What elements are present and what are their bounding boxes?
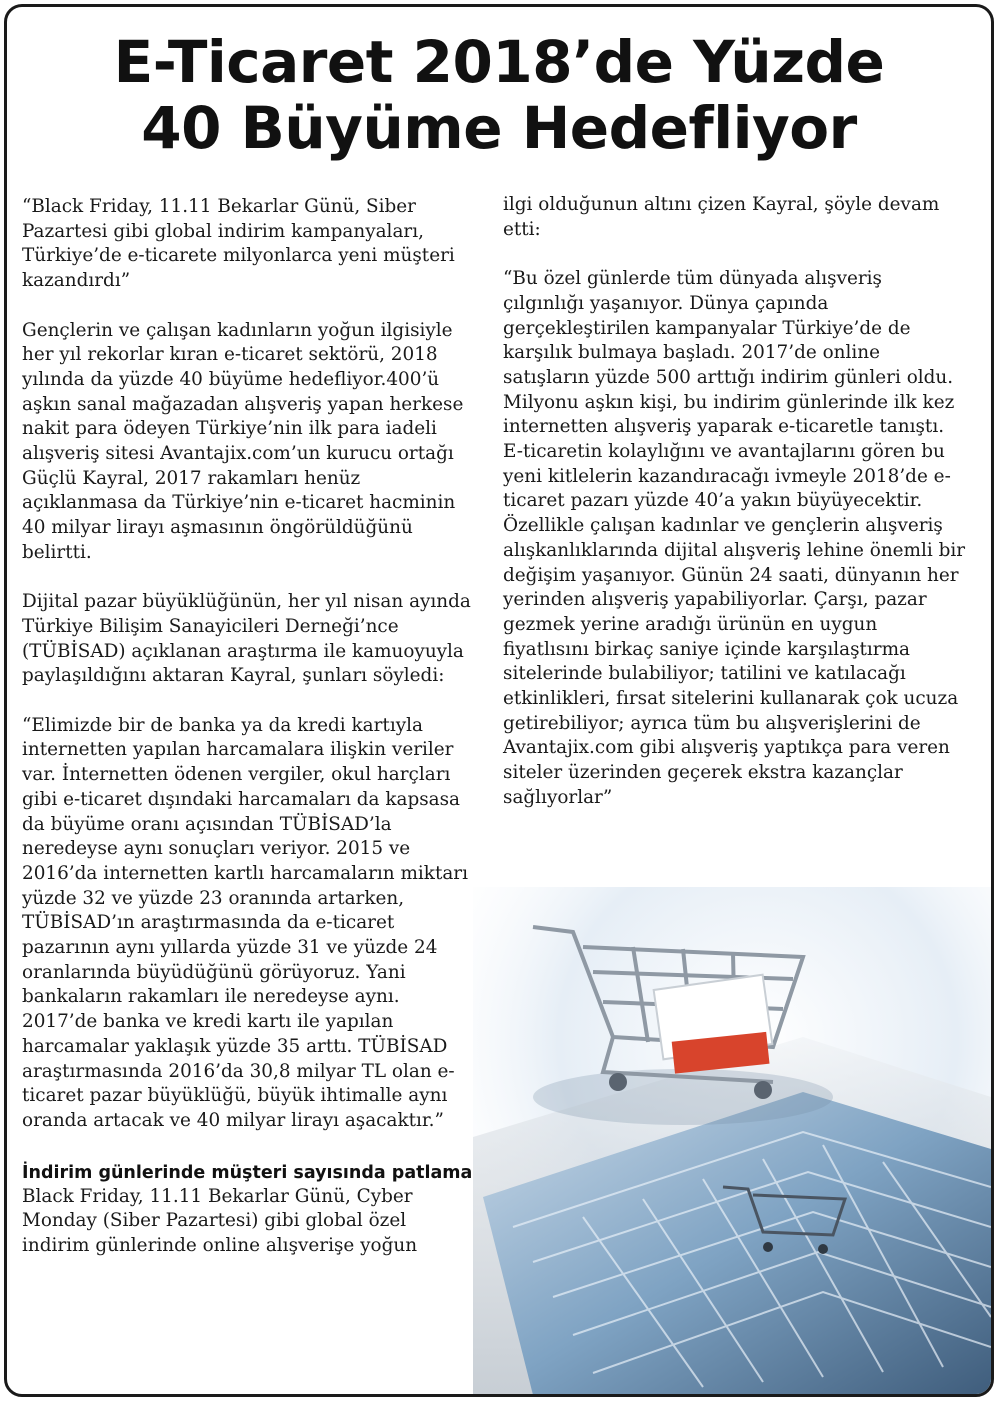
headline-line-1: E-Ticaret 2018’de Yüzde <box>113 28 885 96</box>
right-column <box>503 193 968 811</box>
quote-paragraph: “Elimizde bir de banka ya da kredi kartıyla internetten yapılan harcamalara ilişkin veriler var. İnternetten ödenen vergiler, okul harçları gibi e-ticaret dışındaki harcamaları da kapsasa da büyüme oranı açısından TÜBİSAD’la neredeyse aynı sonuçları veriyor. 2015 ve 2016’da internetten kartlı harcamaların miktarı yüzde 32 ve yüzde 23 oranında artarken, TÜBİSAD’ın araştırmasında da e-ticaret pazarının aynı yıllarda yüzde 31 ve yüzde 24 oranlarında büyüdüğünü görüyoruz. Yani bankaların rakamları ile neredeyse aynı. 2017’de banka ve kredi kartı ile yapılan harcamalar yaklaşık yüzde 35 arttı. TÜBİSAD araştırmasında 2016’da 30,8 milyar TL olan e-ticaret pazar büyüklüğü, büyük ihtimalle aynı oranda artacak ve 40 milyar lirayı aşacaktır.” <box>22 714 468 1131</box>
body-paragraph: ilgi olduğunun altını çizen Kayral, şöyle devam etti: <box>503 194 940 240</box>
quote-paragraph: “Bu özel günlerde tüm dünyada alışveriş çılgınlığı yaşanıyor. Dünya çapında gerçekleştirilen kampanyalar Türkiye’de de karşılık bulmaya başladı. 2017’de online satışların yüzde 500 arttığı indirim günleri oldu. Milyonu aşkın kişi, bu indirim günlerinde ilk kez internetten alışveriş yaparak e-ticaretle tanıştı. E-ticaretin kolaylığını ve avantajlarını gören bu yeni kitlelerin kazandıracağı ivmeyle 2018’de e-ticaret pazarı yüzde 40’a yakın büyüyecektir. Özellikle çalışan kadınlar ve gençlerin alışveriş alışkanlıklarında dijital alışveriş lehine önemli bir değişim yaşanıyor. Günün 24 saati, dünyanın her yerinden alışveriş yapabiliyorlar. Çarşı, pazar gezmek yerine aradığı ürünün en uygun fiyatlısını birkaç saniye içinde karşılaştırma sitelerinde bulabiliyor; tatilini ve katılacağı etkinlikleri, fırsat sitelerini kullanarak çok ucuza getirebiliyor; ayrıca tüm bu alışverişlerini de Avantajix.com gibi alışveriş yaptıkça para veren siteler üzerinden geçerek ekstra kazançlar sağlıyorlar” <box>503 268 966 808</box>
shopping-cart-photo-illustration <box>473 887 991 1395</box>
body-paragraph: Gençlerin ve çalışan kadınların yoğun ilgisiyle her yıl rekorlar kıran e-ticaret sektörü, 2018 yılında da yüzde 40 büyüme hedefliyor.400’ü aşkın sanal mağazadan alışveriş yapan herkese nakit para ödeyen Türkiye’nin ilk para iadeli alışveriş sitesi Avantajix.com’un kurucu ortağı Güçlü Kayral, 2017 rakamları henüz açıklanmasa da Türkiye’nin e-ticaret hacminin 40 milyar lirayı aşmasının öngörüldüğünü belirtti. <box>22 319 464 563</box>
body-paragraph: Dijital pazar büyüklüğünün, her yıl nisan ayında Türkiye Bilişim Sanayicileri Derneği’nce (TÜBİSAD) açıklanan araştırma ile kamuoyuyla paylaşıldığını aktaran Kayral, şunları söyledi: <box>22 591 471 687</box>
headline <box>7 29 991 161</box>
shopping-cart-on-laptop-photo <box>473 887 991 1395</box>
intro-quote: “Black Friday, 11.11 Bekarlar Günü, Siber Pazartesi gibi global indirim kampanyaları, Türkiye’de e-ticarete milyonlarca yeni müşteri kazandırdı” <box>22 196 455 292</box>
headline-line-2: 40 Büyüme Hedefliyor <box>141 94 857 162</box>
article-frame <box>4 4 994 1397</box>
body-paragraph: Black Friday, 11.11 Bekarlar Günü, Cyber Monday (Siber Pazartesi) gibi global özel indirim günlerinde online alışverişe yoğun <box>22 1185 418 1257</box>
subheading: İndirim günlerinde müşteri sayısında patlama <box>22 1162 473 1183</box>
left-column <box>22 195 474 1259</box>
